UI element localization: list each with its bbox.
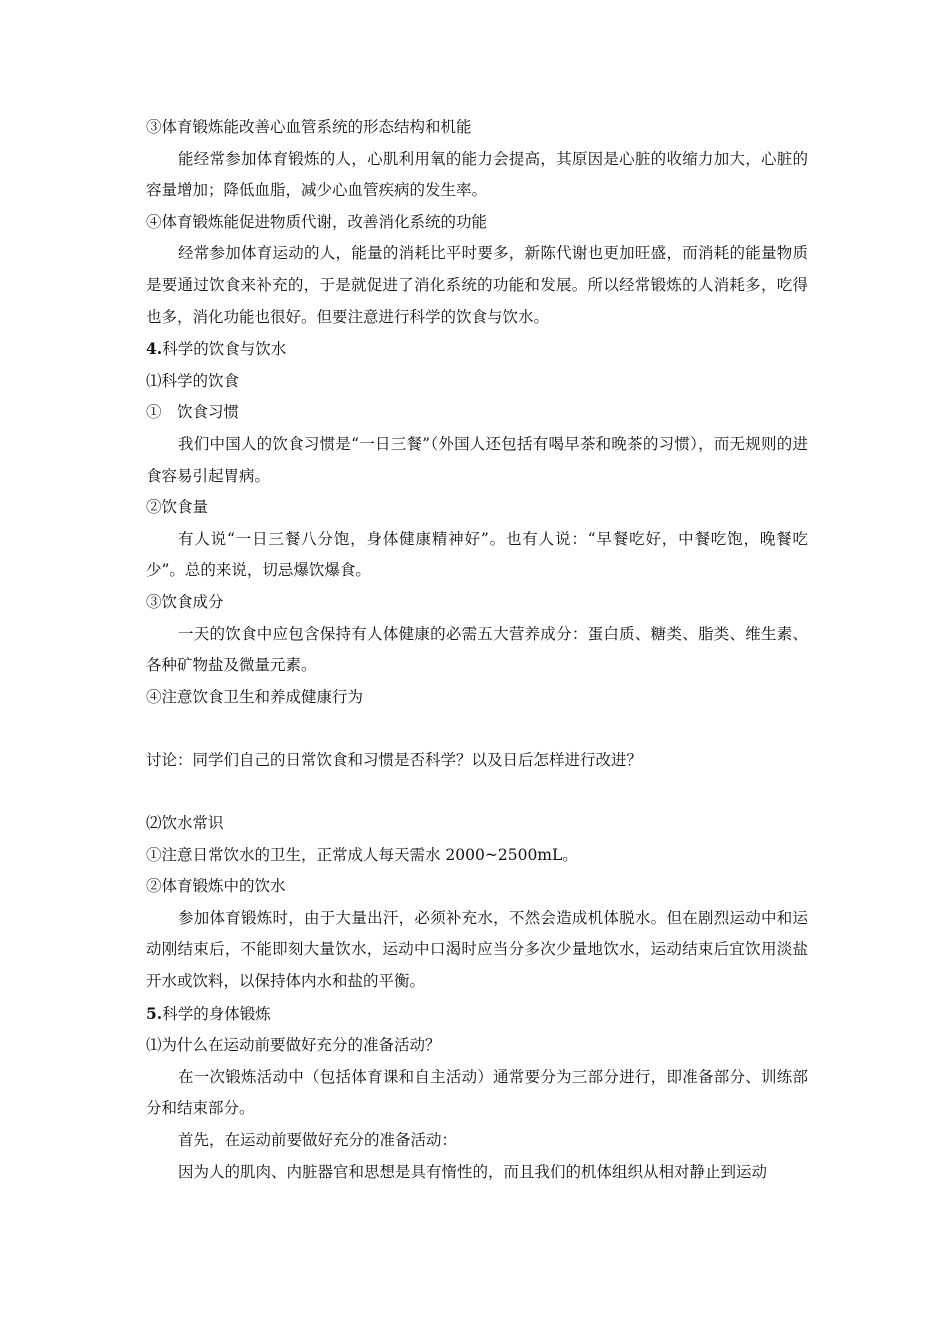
paragraph-exercise-water: 参加体育锻炼时，由于大量出汗，必须补充水，不然会造成机体脱水。但在剧烈运动中和运动刚结束后，不能即刻大量饮水，运动中口渴时应当分多次少量地饮水，运动结束后宜饮用淡盐开水或饮料，以保持体内水和盐的平衡。 <box>146 908 808 991</box>
subsection-scientific-diet: ⑴科学的饮食 <box>146 371 240 390</box>
item-daily-water: ①注意日常饮水的卫生，正常成人每天需水 2000~2500mL。 <box>146 845 578 864</box>
subsection-water-knowledge: ⑵饮水常识 <box>146 814 224 833</box>
paragraph-food-amount: 有人说“一日三餐八分饱，身体健康精神好”。也有人说：“早餐吃好，中餐吃饱，晚餐吃少”。总的来说，切忌爆饮爆食。 <box>146 529 808 580</box>
blank-line <box>146 776 808 808</box>
subsection-warmup-question: ⑴为什么在运动前要做好充分的准备活动？ <box>146 1036 441 1055</box>
item-food-composition: ③饮食成分 <box>146 592 224 611</box>
paragraph-first-warmup: 首先，在运动前要做好充分的准备活动： <box>178 1131 458 1149</box>
paragraph-inertia: 因为人的肌肉、内脏器官和思想是具有惰性的，而且我们的机体组织从相对静止到运动 <box>178 1162 768 1181</box>
item-food-hygiene: ④注意饮食卫生和养成健康行为 <box>146 687 364 706</box>
section-heading-exercise <box>146 998 808 1031</box>
section-number: 5. <box>146 1003 163 1023</box>
document-body <box>146 112 808 1188</box>
section-heading-diet-water <box>146 333 808 366</box>
item-eating-habits: ① 饮食习惯 <box>146 403 240 422</box>
section-number: 4. <box>146 339 163 359</box>
discussion-prompt: 讨论：同学们自己的日常饮食和习惯是否科学？以及日后怎样进行改进？ <box>146 750 643 769</box>
subheading-cardiovascular: ③体育锻炼能改善心血管系统的形态结构和机能 <box>146 118 472 136</box>
item-food-amount: ②饮食量 <box>146 498 209 517</box>
paragraph-metabolism: 经常参加体育运动的人，能量的消耗比平时要多，新陈代谢也更加旺盛，而消耗的能量物质是要通过饮食来补充的，于是就促进了消化系统的功能和发展。所以经常锻炼的人消耗多，吃得也多，消化功能也很好。但要注意进行科学的饮食与饮水。 <box>146 244 808 326</box>
subheading-metabolism: ④体育锻炼能促进物质代谢，改善消化系统的功能 <box>146 212 488 231</box>
section-title: 科学的饮食与饮水 <box>162 340 287 359</box>
paragraph-eating-habits: 我们中国人的饮食习惯是“一日三餐”（外国人还包括有喝早茶和晚茶的习惯），而无规则的进食容易引起胃病。 <box>146 434 808 485</box>
section-title: 科学的身体锻炼 <box>162 1004 271 1023</box>
item-exercise-water: ②体育锻炼中的饮水 <box>146 877 286 896</box>
paragraph-food-composition: 一天的饮食中应包含保持有人体健康的必需五大营养成分：蛋白质、糖类、脂类、维生素、各种矿物盐及微量元素。 <box>146 624 808 675</box>
blank-line <box>146 713 808 745</box>
paragraph-cardiovascular: 能经常参加体育锻炼的人，心肌利用氧的能力会提高，其原因是心脏的收缩力加大，心脏的容量增加；降低血脂，减少心血管疾病的发生率。 <box>146 149 808 200</box>
paragraph-three-parts: 在一次锻炼活动中（包括体育课和自主活动）通常要分为三部分进行，即准备部分、训练部分和结束部分。 <box>146 1067 808 1118</box>
